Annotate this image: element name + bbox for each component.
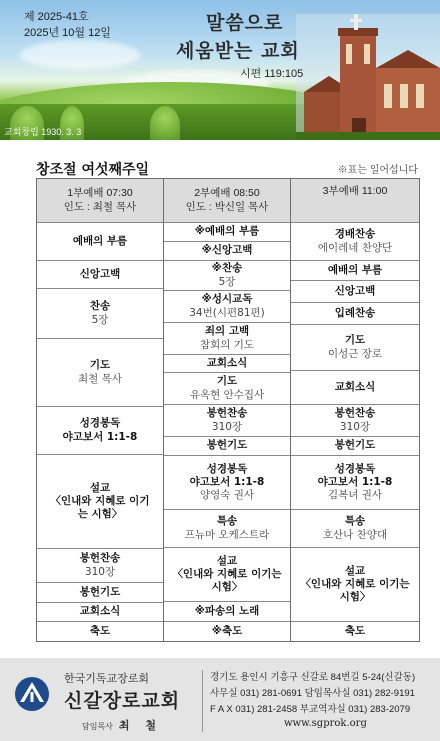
item-detail: 에이레네 찬양단 — [317, 241, 393, 254]
pastor-name: 최 철 — [118, 719, 163, 732]
item-label: ※성시교독 — [201, 293, 253, 306]
item-label: 죄의 고백 — [204, 325, 250, 338]
order-item — [291, 548, 419, 622]
item-detail: 유옥현 안수집사 — [189, 388, 265, 401]
item-label: ※축도 — [211, 624, 243, 637]
item-label: 기도 — [216, 375, 238, 388]
order-item — [164, 548, 290, 602]
church-footer — [0, 658, 440, 741]
item-label: 신앙고백 — [334, 284, 376, 297]
service-1-column — [37, 179, 164, 641]
service-leader: 인도 : 박신일 목사 — [185, 200, 269, 213]
order-item — [164, 355, 290, 373]
item-reader: 양영숙 권사 — [199, 489, 255, 502]
order-item — [291, 281, 419, 303]
item-detail: 야고보서 1:1-8 — [62, 430, 138, 443]
issue-number: 제 2025-41호 — [24, 11, 89, 23]
order-item — [291, 405, 419, 437]
order-item — [37, 549, 163, 583]
order-item — [37, 603, 163, 622]
item-detail: 참회의 기도 — [199, 338, 255, 351]
item-label: 설교 — [216, 554, 238, 567]
item-label: 봉헌찬송 — [206, 407, 248, 420]
service-1-header — [37, 179, 163, 223]
order-item — [291, 510, 419, 548]
worship-title: 창조절 여섯째주일 — [36, 162, 150, 178]
worship-order-table — [36, 178, 420, 642]
header-banner — [0, 0, 440, 140]
item-label: 봉헌기도 — [334, 439, 376, 452]
order-item — [291, 325, 419, 371]
item-label: 예배의 부름 — [327, 263, 383, 276]
church-logo-icon — [14, 676, 50, 712]
item-detail: 310장 — [84, 565, 116, 578]
order-item — [291, 371, 419, 405]
item-label: 입례찬송 — [334, 306, 376, 319]
item-label: 축도 — [89, 624, 111, 637]
item-label: 봉헌찬송 — [334, 407, 376, 420]
sermon-title: 〈인내와 지혜로 이기는 시험〉 — [50, 494, 150, 521]
item-label: 교회소식 — [79, 605, 121, 618]
order-item — [291, 456, 419, 510]
item-label: 찬송 — [89, 300, 111, 313]
order-item — [164, 437, 290, 456]
item-detail: 5장 — [91, 313, 109, 326]
item-label: ※찬송 — [211, 262, 243, 275]
denomination-name: 한국기독교장로회 — [64, 672, 150, 685]
order-item — [291, 223, 419, 261]
item-label: 봉헌찬송 — [79, 552, 121, 565]
item-detail: 야고보서 1:1-8 — [189, 475, 265, 488]
contact-info — [210, 670, 415, 718]
bulletin-date: 2025년 10월 12일 — [24, 27, 111, 39]
order-item — [37, 407, 163, 455]
order-item — [291, 303, 419, 325]
item-label: 경배찬송 — [334, 228, 376, 241]
item-label: ※파송의 노래 — [194, 604, 260, 617]
order-item — [164, 622, 290, 641]
order-item — [37, 622, 163, 641]
footer-divider — [202, 670, 203, 732]
item-detail: 34번(시편81편) — [189, 306, 265, 319]
item-reader: 김복녀 권사 — [327, 489, 383, 502]
order-item — [164, 405, 290, 437]
founded-date: 교회창립 1930. 3. 3 — [4, 127, 82, 137]
cloud-shape — [20, 40, 140, 70]
service-2-column — [164, 179, 291, 641]
fax-numbers: F A X 031) 281-2458 부교역자실 031) 283-2079 — [210, 704, 411, 715]
item-label: 신앙고백 — [79, 267, 121, 280]
item-label: 설교 — [344, 564, 366, 577]
order-item — [164, 291, 290, 323]
order-item — [291, 622, 419, 641]
plant-shape — [150, 106, 180, 140]
item-label: ※신앙고백 — [201, 244, 253, 257]
item-detail: 호산나 찬양대 — [322, 528, 388, 541]
item-label: 특송 — [344, 515, 366, 528]
item-label: 특송 — [216, 515, 238, 528]
item-detail: 310장 — [339, 420, 371, 433]
item-label: 기도 — [89, 359, 111, 372]
website-link[interactable]: www.sgprok.org — [284, 718, 367, 729]
item-label: 설교 — [89, 481, 111, 494]
item-label: 교회소식 — [206, 356, 248, 369]
order-item — [164, 510, 290, 548]
item-label: ※예배의 부름 — [194, 225, 260, 238]
item-detail: 310장 — [211, 420, 243, 433]
service-time: 2부예배 08:50 — [194, 187, 260, 200]
item-label: 성경봉독 — [79, 417, 121, 430]
item-detail: 최철 목사 — [78, 372, 122, 385]
church-name: 신갈장로교회 — [64, 690, 181, 712]
item-detail: 야고보서 1:1-8 — [317, 475, 393, 488]
item-detail: 프뉴마 오케스트라 — [184, 528, 270, 541]
item-label: 축도 — [344, 624, 366, 637]
service-time: 3부예배 11:00 — [322, 185, 388, 197]
order-item — [164, 242, 290, 261]
order-item — [37, 455, 163, 549]
pastor-title: 담임목사 — [82, 722, 113, 731]
order-item — [37, 339, 163, 407]
order-item — [164, 323, 290, 355]
item-label: 봉헌기도 — [79, 585, 121, 598]
item-detail: 5장 — [218, 275, 236, 288]
motto-line-2: 세움받는 교회 — [176, 40, 300, 62]
order-item — [37, 289, 163, 339]
order-item — [164, 261, 290, 291]
sermon-title: 〈인내와 지혜로 이기는 시험〉 — [300, 577, 410, 604]
senior-pastor — [82, 717, 162, 733]
item-label: 성경봉독 — [206, 462, 248, 475]
order-item — [291, 261, 419, 281]
item-label: 봉헌기도 — [206, 439, 248, 452]
order-item — [291, 437, 419, 456]
sermon-title: 〈인내와 지혜로 이기는 시험〉 — [172, 567, 282, 594]
order-item — [164, 456, 290, 510]
order-item — [37, 261, 163, 289]
item-label: 기도 — [344, 334, 366, 347]
church-address: 경기도 용인시 기흥구 신갈로 84번길 5-24(신갈동) — [210, 672, 416, 683]
item-label: 교회소식 — [334, 380, 376, 393]
phone-numbers: 사무실 031) 281-0691 담임목사실 031) 282-9191 — [210, 688, 415, 699]
standing-note: ※표는 일어섭니다 — [337, 165, 418, 176]
order-item — [164, 223, 290, 242]
item-label: 성경봉독 — [334, 462, 376, 475]
order-item — [164, 602, 290, 622]
church-building-image — [296, 14, 440, 140]
item-label: 예배의 부름 — [72, 234, 128, 247]
order-item — [37, 583, 163, 603]
service-2-header — [164, 179, 290, 223]
order-item — [37, 223, 163, 261]
service-time: 1부예배 07:30 — [67, 187, 133, 200]
item-detail: 이성근 장로 — [327, 347, 383, 360]
motto-line-1: 말씀으로 — [206, 12, 284, 34]
service-3-column — [291, 179, 419, 641]
service-leader: 인도 : 최철 목사 — [63, 200, 137, 213]
verse-reference: 시편 119:105 — [240, 68, 304, 80]
order-item — [164, 373, 290, 405]
service-3-header — [291, 179, 419, 223]
